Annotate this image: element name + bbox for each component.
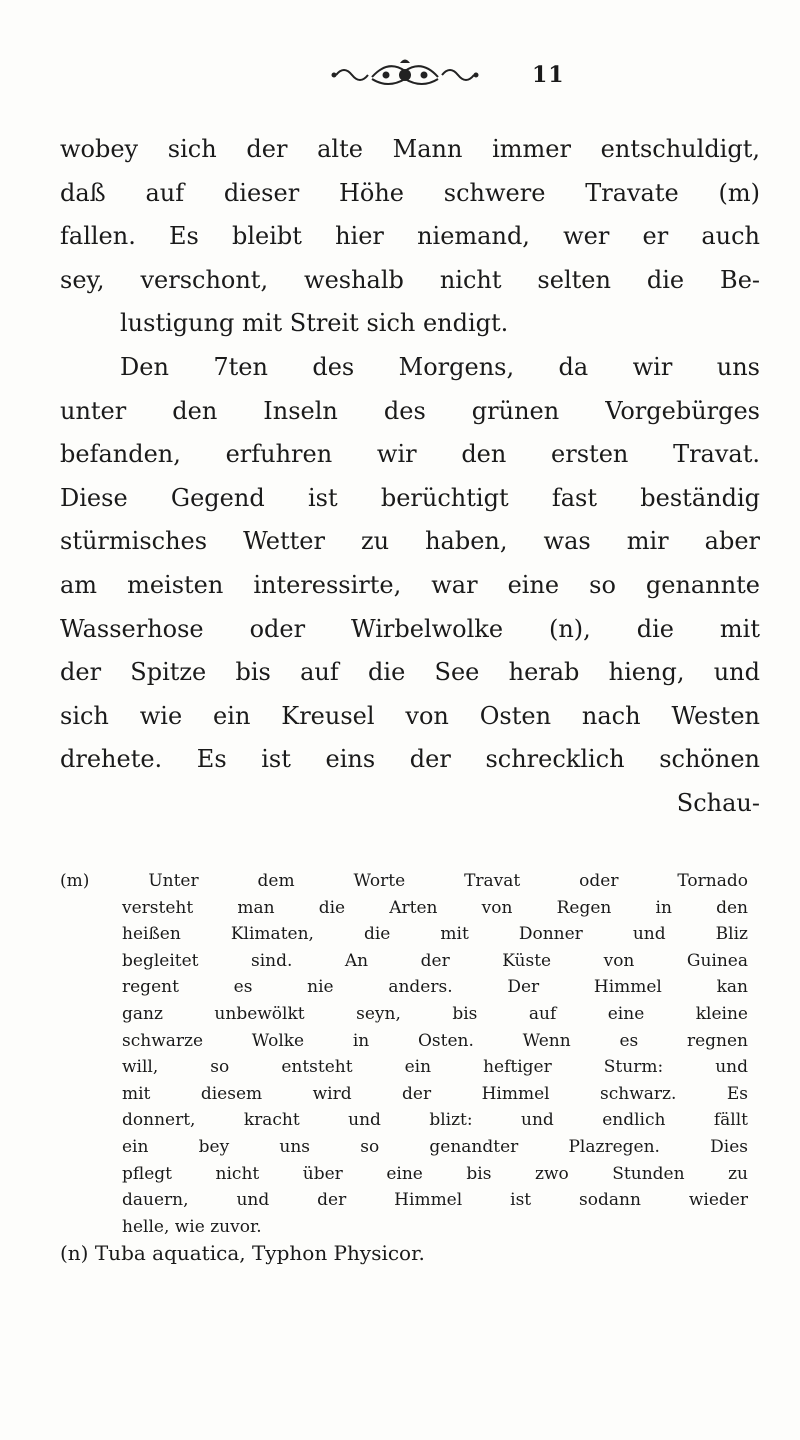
text-line: Diese Gegend ist berüchtigt fast beständig bbox=[60, 483, 760, 512]
text-line: am meisten interessirte, war eine so genannte bbox=[60, 570, 760, 599]
text-line: stürmisches Wetter zu haben, was mir aber bbox=[60, 527, 760, 556]
text-line: lustigung mit Streit sich endigt. bbox=[120, 309, 509, 338]
text-line: fallen. Es bleibt hier niemand, wer er auch bbox=[60, 222, 760, 251]
footnote-line: versteht man die Arten von Regen in den bbox=[122, 897, 748, 918]
text-line: drehete. Es ist eins der schrecklich schönen bbox=[60, 745, 760, 774]
text-line: der Spitze bis auf die See herab hieng, und bbox=[60, 658, 760, 687]
page-number: 11 bbox=[532, 62, 565, 88]
text-line: sey, verschont, weshalb nicht selten die Be- bbox=[60, 265, 760, 294]
footnote-line: schwarze Wolke in Osten. Wenn es regnen bbox=[122, 1030, 748, 1051]
footnotes bbox=[60, 868, 748, 1267]
text-line: unter den Inseln des grünen Vorgebürges bbox=[60, 396, 760, 425]
text-line: wobey sich der alte Mann immer entschuldigt, bbox=[60, 135, 760, 163]
footnote-line: donnert, kracht und blizt: und endlich fällt bbox=[122, 1110, 748, 1131]
footnote-line: pflegt nicht über eine bis zwo Stunden zu bbox=[122, 1163, 748, 1184]
footnote-line: heißen Klimaten, die mit Donner und Bliz bbox=[122, 924, 748, 945]
footnote-line: begleitet sind. An der Küste von Guinea bbox=[122, 950, 748, 971]
footnote-m bbox=[60, 868, 748, 1240]
footnote-line: dauern, und der Himmel ist sodann wieder bbox=[122, 1190, 748, 1211]
footnote-line: regent es nie anders. Der Himmel kan bbox=[122, 977, 748, 998]
text-line: Wasserhose oder Wirbelwolke (n), die mit bbox=[60, 614, 760, 643]
main-text bbox=[60, 128, 760, 826]
footnote-line: helle, wie zuvor. bbox=[122, 1216, 262, 1237]
footnote-line: will, so entsteht ein heftiger Sturm: und bbox=[122, 1057, 748, 1078]
text-line: daß auf dieser Höhe schwere Travate (m) bbox=[60, 178, 760, 207]
footnote-line: mit diesem wird der Himmel schwarz. Es bbox=[122, 1083, 748, 1104]
footnote-line: (n) Tuba aquatica, Typhon Physicor. bbox=[60, 1241, 425, 1266]
printers-ornament bbox=[330, 55, 480, 93]
text-line: befanden, erfuhren wir den ersten Travat. bbox=[60, 440, 760, 469]
footnote-line: (m) Unter dem Worte Travat oder Tornado bbox=[60, 871, 748, 891]
footnote-line: ganz unbewölkt seyn, bis auf eine kleine bbox=[122, 1003, 748, 1024]
footnote-line: ein bey uns so genandter Plazregen. Dies bbox=[122, 1136, 748, 1157]
footnote-n bbox=[60, 1240, 748, 1267]
catchword: Schau- bbox=[676, 788, 760, 817]
text-line: Den 7ten des Morgens, da wir uns bbox=[120, 352, 760, 381]
text-line: sich wie ein Kreusel von Osten nach Westen bbox=[60, 701, 760, 730]
